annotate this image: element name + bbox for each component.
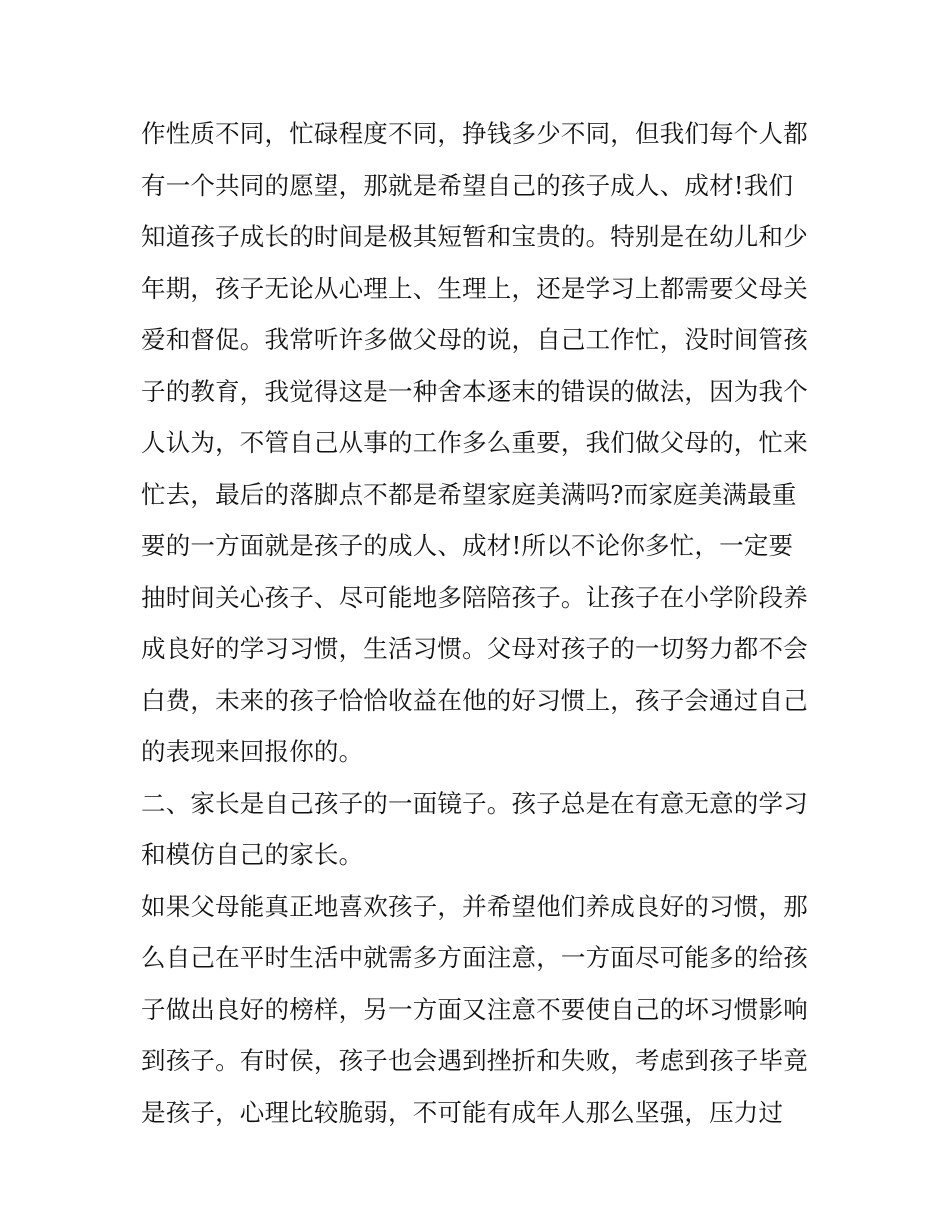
text-line: 白费，未来的孩子恰恰收益在他的好习惯上，孩子会通过自己 [141,685,808,715]
text-line: 人认为，不管自己从事的工作多么重要，我们做父母的，忙来 [141,428,808,457]
text-line: 子做出良好的榜样，另一方面又注意不要使自己的坏习惯影响 [141,994,808,1024]
section-heading-line: 和模仿自己的家长。 [141,840,364,869]
text-line: 爱和督促。我常听许多做父母的说，自己工作忙，没时间管孩 [141,325,808,354]
text-line: 忙去，最后的落脚点不都是希望家庭美满吗?而家庭美满最重 [141,479,797,509]
text-line: 作性质不同，忙碌程度不同，挣钱多少不同，但我们每个人都 [141,119,808,148]
text-line: 的表现来回报你的。 [141,737,364,766]
text-line: 如果父母能真正地喜欢孩子，并希望他们养成良好的习惯，那 [141,891,808,921]
text-line: 知道孩子成长的时间是极其短暂和宝贵的。特别是在幼儿和少 [141,222,808,251]
text-line: 么自己在平时生活中就需多方面注意，一方面尽可能多的给孩 [141,943,808,972]
document-body [141,108,831,1138]
text-line: 是孩子，心理比较脆弱，不可能有成年人那么坚强，压力过 [141,1097,784,1127]
text-line: 子的教育，我觉得这是一种舍本逐末的错误的做法，因为我个 [141,376,808,406]
text-line: 到孩子。有时侯，孩子也会遇到挫折和失败，考虑到孩子毕竟 [141,1046,808,1075]
section-heading-line: 二、家长是自己孩子的一面镜子。孩子总是在有意无意的学习 [141,788,808,818]
text-line: 成良好的学习习惯，生活习惯。父母对孩子的一切努力都不会 [141,634,808,663]
text-line: 要的一方面就是孩子的成人、成材!所以不论你多忙，一定要 [141,531,794,560]
text-line: 年期，孩子无论从心理上、生理上，还是学习上都需要父母关 [141,273,808,303]
text-line: 抽时间关心孩子、尽可能地多陪陪孩子。让孩子在小学阶段养 [141,582,808,612]
text-line: 有一个共同的愿望，那就是希望自己的孩子成人、成材!我们 [141,170,794,200]
